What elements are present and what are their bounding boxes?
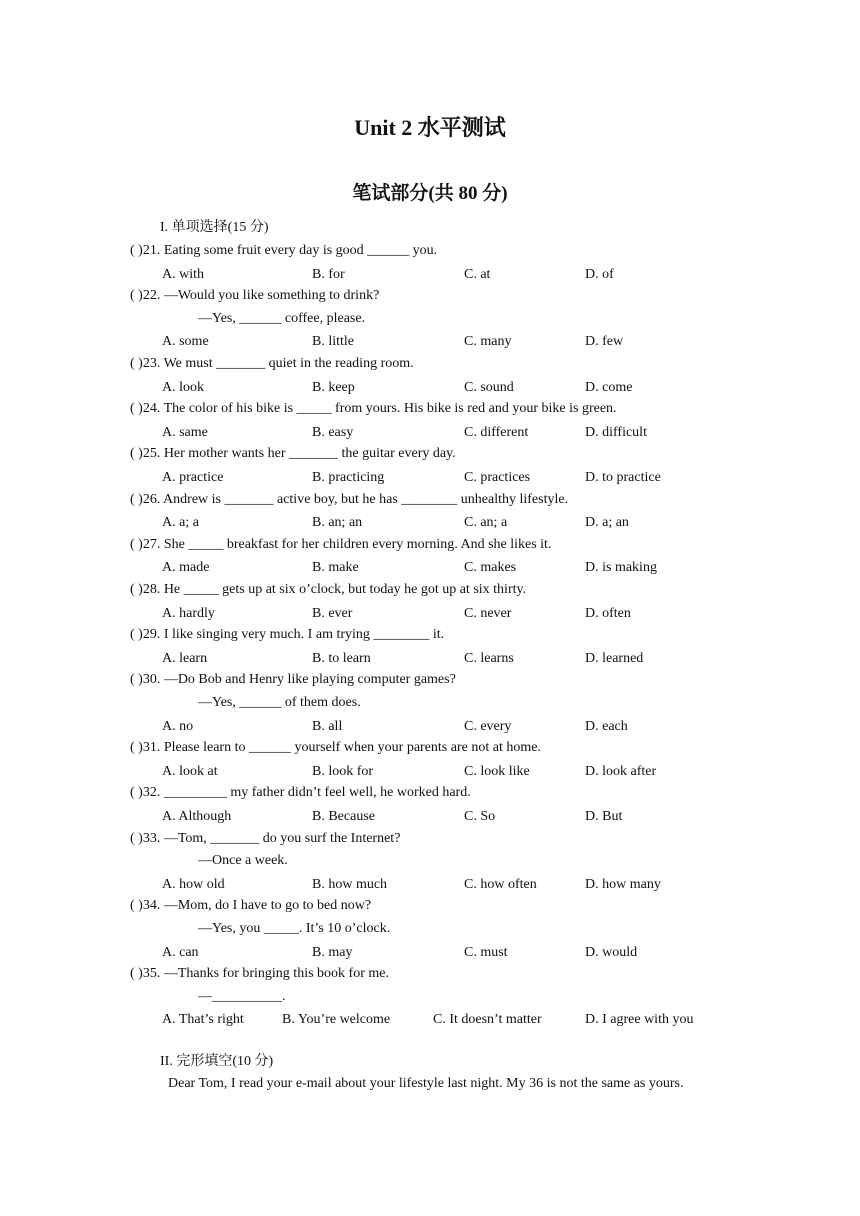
answer-option[interactable]: A. how old	[162, 876, 225, 892]
answer-option[interactable]: A. some	[162, 334, 209, 350]
answer-option[interactable]: B. may	[312, 944, 353, 960]
answer-option[interactable]: C. different	[464, 424, 529, 440]
question-stem: ( )26. Andrew is _______ active boy, but he has ________ unhealthy lifestyle.	[130, 491, 569, 507]
answer-option[interactable]: D. few	[585, 334, 624, 350]
question-response: —Once a week.	[198, 853, 288, 869]
answer-option[interactable]: B. You’re welcome	[282, 1012, 391, 1028]
answer-option[interactable]: B. practicing	[312, 470, 385, 485]
question-stem: ( )22. —Would you like something to drink?	[130, 288, 380, 304]
answer-option[interactable]: C. learns	[464, 650, 514, 666]
answer-option[interactable]: B. how much	[312, 876, 388, 892]
answer-option[interactable]: C. must	[464, 944, 508, 960]
question-stem: ( )24. The color of his bike is _____ from yours. His bike is red and your bike is green.	[130, 401, 617, 417]
answer-option[interactable]: A. a; a	[162, 515, 199, 531]
answer-option[interactable]: B. for	[312, 266, 345, 282]
answer-option[interactable]: B. to learn	[312, 650, 371, 666]
document-title: Unit 2 水平测试	[354, 115, 506, 140]
answer-option[interactable]: A. hardly	[162, 605, 215, 621]
question-stem: ( )35. —Thanks for bringing this book for me.	[130, 966, 389, 982]
answer-option[interactable]: D. often	[585, 605, 631, 621]
answer-option[interactable]: C. never	[464, 605, 512, 621]
answer-option[interactable]: C. at	[464, 266, 491, 282]
question-response: —__________.	[198, 988, 286, 1004]
answer-option[interactable]: A. no	[162, 718, 194, 734]
answer-option[interactable]: C. how often	[464, 876, 537, 892]
answer-option[interactable]: D. would	[585, 944, 638, 960]
answer-option[interactable]: D. look after	[585, 763, 657, 779]
answer-option[interactable]: A. look	[162, 379, 204, 395]
answer-option[interactable]: A. same	[162, 424, 208, 440]
question-response: —Yes, ______ coffee, please.	[198, 310, 366, 326]
answer-option[interactable]: C. an; a	[464, 515, 508, 531]
answer-option[interactable]: A. with	[162, 266, 204, 282]
answer-option[interactable]: A. learn	[162, 650, 208, 666]
answer-option[interactable]: A. can	[162, 944, 199, 960]
answer-option[interactable]: C. many	[464, 334, 512, 350]
answer-option[interactable]: D. I agree with you	[585, 1012, 694, 1028]
answer-option[interactable]: B. Because	[312, 809, 375, 824]
answer-option[interactable]: D. learned	[585, 650, 644, 666]
answer-option[interactable]: A. made	[162, 560, 210, 576]
answer-option[interactable]: C. look like	[464, 763, 530, 779]
section-2-heading: II. 完形填空(10 分)	[160, 1054, 274, 1069]
answer-option[interactable]: D. But	[585, 809, 623, 824]
cloze-paragraph: Dear Tom, I read your e-mail about your lifestyle last night. My 36 is not the same as yours.	[168, 1076, 684, 1091]
question-response: —Yes, ______ of them does.	[198, 695, 361, 710]
document-subtitle: 笔试部分(共 80 分)	[352, 183, 508, 204]
question-stem: ( )30. —Do Bob and Henry like playing computer games?	[130, 672, 456, 688]
answer-option[interactable]: D. difficult	[585, 424, 647, 440]
answer-option[interactable]: D. how many	[585, 876, 661, 892]
question-stem: ( )31. Please learn to ______ yourself when your parents are not at home.	[130, 740, 541, 756]
answer-option[interactable]: D. come	[585, 379, 633, 395]
answer-option[interactable]: D. to practice	[585, 470, 661, 485]
answer-option[interactable]: A. practice	[162, 470, 224, 485]
answer-option[interactable]: C. every	[464, 718, 512, 734]
answer-option[interactable]: B. an; an	[312, 515, 363, 531]
answer-option[interactable]: D. a; an	[585, 515, 629, 531]
question-stem: ( )28. He _____ gets up at six o’clock, but today he got up at six thirty.	[130, 582, 527, 597]
answer-option[interactable]: D. each	[585, 718, 628, 734]
question-stem: ( )25. Her mother wants her _______ the guitar every day.	[130, 446, 456, 462]
answer-option[interactable]: B. ever	[312, 605, 353, 621]
question-stem: ( )32. _________ my father didn’t feel well, he worked hard.	[130, 785, 471, 801]
question-stem: ( )23. We must _______ quiet in the reading room.	[130, 356, 414, 371]
answer-option[interactable]: B. all	[312, 718, 343, 734]
section-1-heading: I. 单项选择(15 分)	[160, 220, 269, 235]
answer-option[interactable]: A. That’s right	[162, 1012, 244, 1028]
answer-option[interactable]: B. little	[312, 334, 354, 350]
question-stem: ( )34. —Mom, do I have to go to bed now?	[130, 898, 372, 914]
answer-option[interactable]: A. Although	[162, 809, 232, 824]
answer-option[interactable]: C. So	[464, 809, 496, 824]
answer-option[interactable]: B. keep	[312, 379, 355, 395]
answer-option[interactable]: B. make	[312, 560, 359, 576]
question-stem: ( )29. I like singing very much. I am trying ________ it.	[130, 627, 445, 643]
question-stem: ( )27. She _____ breakfast for her children every morning. And she likes it.	[130, 536, 552, 552]
answer-option[interactable]: A. look at	[162, 763, 218, 779]
question-stem: ( )21. Eating some fruit every day is good ______ you.	[130, 243, 438, 258]
question-response: —Yes, you _____. It’s 10 o’clock.	[198, 921, 391, 936]
answer-option[interactable]: D. of	[585, 266, 614, 282]
answer-option[interactable]: C. makes	[464, 560, 517, 576]
answer-option[interactable]: C. sound	[464, 379, 514, 395]
answer-option[interactable]: B. look for	[312, 763, 374, 779]
answer-option[interactable]: C. It doesn’t matter	[433, 1012, 542, 1028]
question-stem: ( )33. —Tom, _______ do you surf the Internet?	[130, 830, 401, 846]
answer-option[interactable]: D. is making	[585, 560, 657, 576]
answer-option[interactable]: B. easy	[312, 424, 354, 440]
answer-option[interactable]: C. practices	[464, 470, 531, 485]
